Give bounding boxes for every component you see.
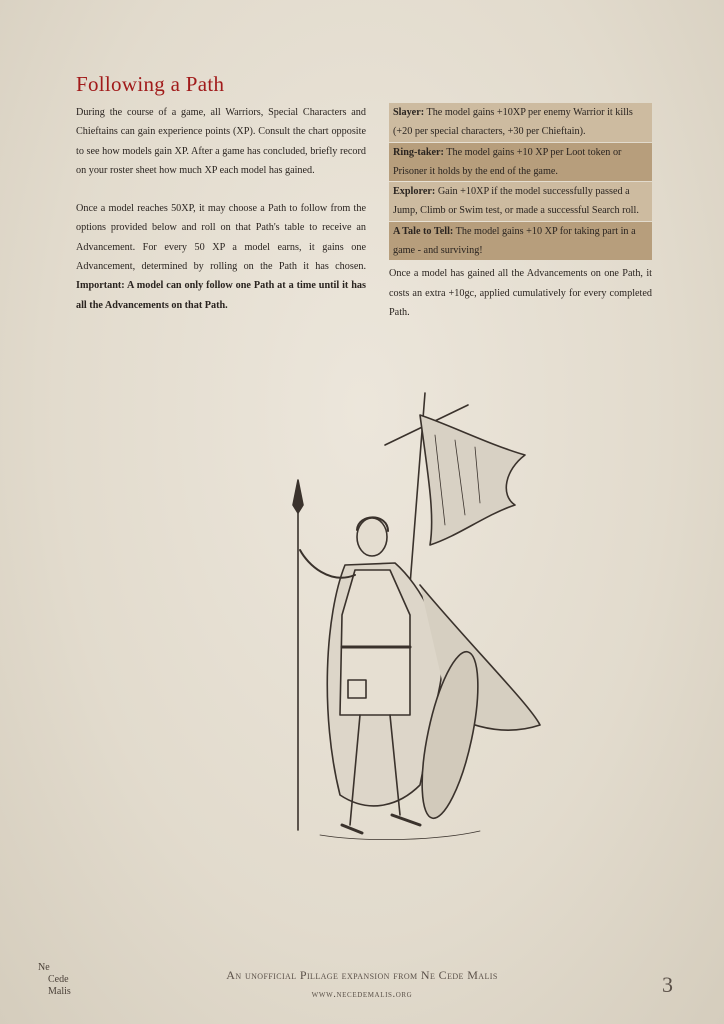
logo-word: Ne [38,962,50,973]
important-note: Important: A model can only follow one Path at a time until it has all the Advancements on that Path. [76,280,366,311]
path-paragraph-text: Once a model reaches 50XP, it may choose a Path to follow from the options provided below and roll on that Path's table to receive an Advancement. For every 50 XP a model earns, it gains one Advancement, determined by rolling on the Path it has chosen. [76,203,366,273]
xp-rule-slayer [389,103,652,142]
xp-rule-text: The model gains +10 XP for taking part in a game - and surviving! [393,225,636,257]
xp-rule-ring-taker [389,143,652,182]
xp-rule-text: The model gains +10XP per enemy Warrior it kills (+20 per special characters, +30 per Chieftain). [393,107,633,138]
logo-word: Malis [48,986,71,997]
page-title: Following a Path [76,72,225,96]
xp-rule-label: Ring-taker: [393,146,444,158]
xp-rule-label: Explorer: [393,186,436,198]
completed-path-note: Once a model has gained all the Advancements on one Path, it costs an extra +10gc, applied cumulatively for every completed Path. [389,268,652,318]
footer-url[interactable]: www.necedemalis.org [311,989,413,1000]
xp-rule-text: The model gains +10 XP per Loot token or Prisoner it holds by the end of the game. [393,146,622,177]
xp-rule-label: A Tale to Tell: [393,225,454,237]
xp-rule-explorer [389,182,652,221]
right-column [389,103,652,322]
footer-credit: An unofficial Pillage expansion from Ne Cede Malis [226,968,498,982]
xp-rule-tale-to-tell [389,222,652,261]
logo-word: Cede [48,974,69,985]
left-column [76,103,366,334]
warrior-illustration [270,385,550,865]
intro-paragraph: During the course of a game, all Warriors, Special Characters and Chieftains can gain experience points (XP). Consult the chart opposite to see how models gain XP. After a game has concluded, briefly record on your roster sheet how much XP each model has gained. [76,107,366,176]
xp-rule-label: Slayer: [393,107,425,118]
xp-rule-text: Gain +10XP if the model successfully passed a Jump, Climb or Swim test, or made a successful Search roll. [393,186,639,217]
page-number: 3 [662,972,673,997]
path-paragraph [76,199,366,315]
